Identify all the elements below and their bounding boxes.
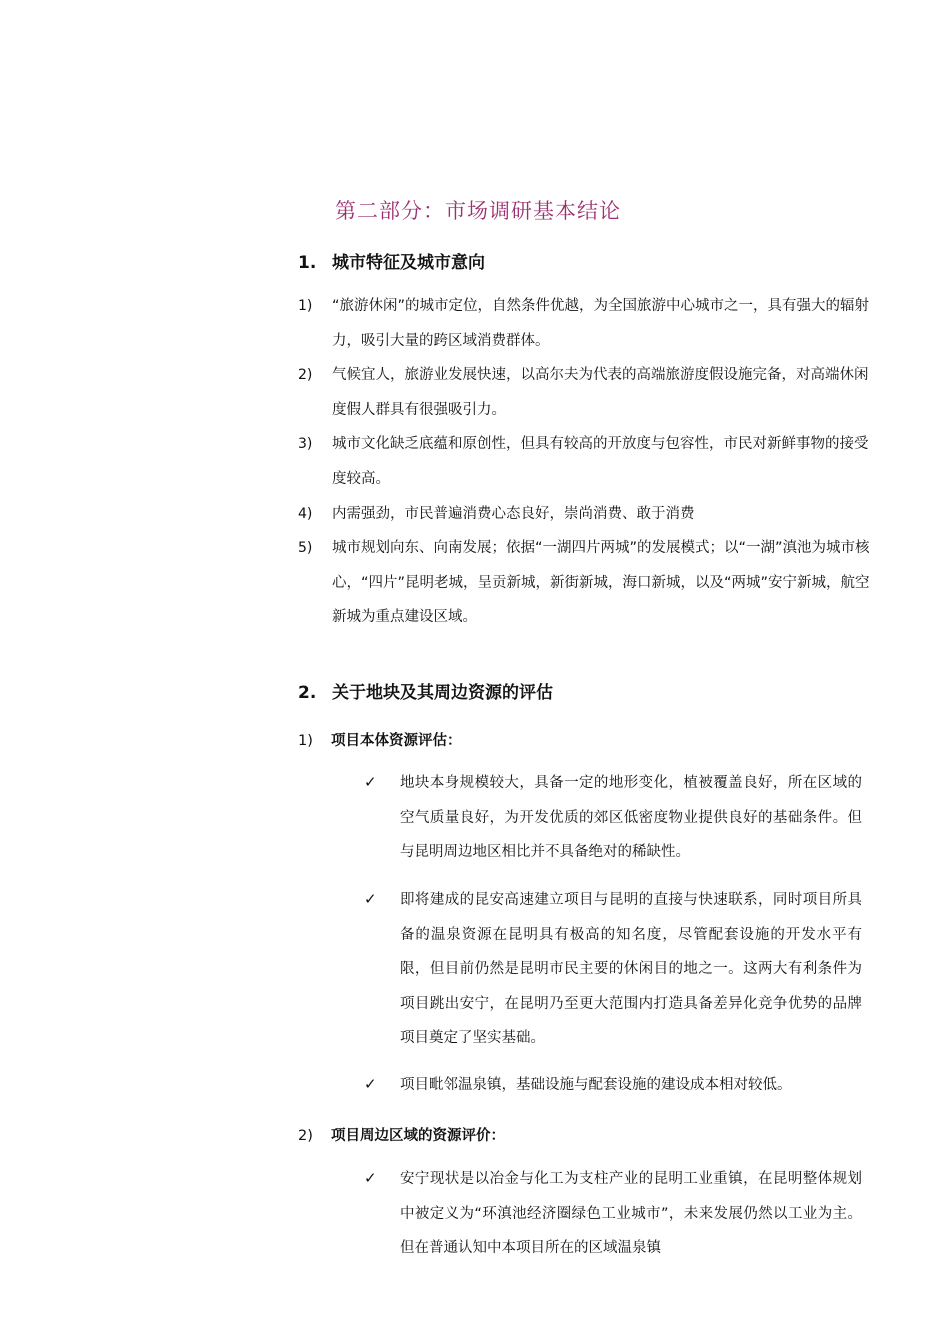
list-item-text: 气候宜人，旅游业发展快速，以高尔夫为代表的高端旅游度假设施完备，对高端休闲度假人群具有很强吸引力。 bbox=[332, 367, 869, 418]
checkmark-icon: ✓ bbox=[364, 890, 377, 908]
section-2-heading bbox=[298, 678, 553, 703]
list-item-text: 城市规划向东、向南发展；依据“一湖四片两城”的发展模式；以“一湖”滇池为城市核心，“四片”昆明老城，呈贡新城，新街新城，海口新城，以及“两城”安宁新城，航空新城为重点建设区域。 bbox=[332, 540, 870, 625]
bullet-item bbox=[364, 1077, 864, 1112]
list-item-number: 2) bbox=[298, 367, 313, 383]
list-item-number: 3) bbox=[298, 436, 313, 452]
section-1-title: 城市特征及城市意向 bbox=[332, 253, 485, 273]
section-2-number: 2. bbox=[298, 683, 317, 703]
subsection-heading bbox=[298, 1124, 505, 1145]
list-item bbox=[298, 298, 878, 367]
subsection-heading bbox=[298, 729, 462, 750]
list-item bbox=[298, 436, 878, 505]
bullet-item bbox=[364, 892, 864, 1065]
bullet-text: 地块本身规模较大，具备一定的地形变化，植被覆盖良好，所在区域的空气质量良好，为开发优质的郊区低密度物业提供良好的基础条件。但与昆明周边地区相比并不具备绝对的稀缺性。 bbox=[400, 775, 862, 860]
section-1-number: 1. bbox=[298, 253, 317, 273]
checkmark-icon: ✓ bbox=[364, 1169, 377, 1187]
bullet-text: 项目毗邻温泉镇，基础设施与配套设施的建设成本相对较低。 bbox=[400, 1077, 792, 1093]
section-1-heading bbox=[298, 248, 485, 273]
list-item-number: 5) bbox=[298, 540, 313, 556]
subsection-title: 项目本体资源评估： bbox=[331, 733, 462, 749]
list-item bbox=[298, 367, 878, 436]
checkmark-icon: ✓ bbox=[364, 1075, 377, 1093]
bullet-item bbox=[364, 775, 864, 879]
subsection-number: 2) bbox=[298, 1128, 313, 1144]
list-item-number: 1) bbox=[298, 298, 313, 314]
subsection-title: 项目周边区域的资源评价： bbox=[331, 1128, 505, 1144]
bullet-item bbox=[364, 1171, 864, 1275]
list-item-text: 城市文化缺乏底蕴和原创性，但具有较高的开放度与包容性，市民对新鲜事物的接受度较高。 bbox=[332, 436, 869, 487]
bullet-text: 即将建成的昆安高速建立项目与昆明的直接与快速联系，同时项目所具备的温泉资源在昆明具有极高的知名度，尽管配套设施的开发水平有限，但目前仍然是昆明市民主要的休闲目的地之一。这两大有利条件为项目跳出安宁，在昆明乃至更大范围内打造具备差异化竞争优势的品牌项目奠定了坚实基础。 bbox=[400, 892, 862, 1046]
list-item-text: “旅游休闲”的城市定位，自然条件优越，为全国旅游中心城市之一，具有强大的辐射力，吸引大量的跨区域消费群体。 bbox=[332, 298, 870, 349]
checkmark-icon: ✓ bbox=[364, 773, 377, 791]
subsection-number: 1) bbox=[298, 733, 313, 749]
list-item-text: 内需强劲，市民普遍消费心态良好，崇尚消费、敢于消费 bbox=[332, 506, 695, 522]
page-title: 第二部分：市场调研基本结论 bbox=[335, 199, 621, 223]
list-item bbox=[298, 540, 878, 644]
bullet-text: 安宁现状是以冶金与化工为支柱产业的昆明工业重镇，在昆明整体规划中被定义为“环滇池经济圈绿色工业城市”，未来发展仍然以工业为主。但在普通认知中本项目所在的区域温泉镇 bbox=[400, 1171, 862, 1256]
section-2-title: 关于地块及其周边资源的评估 bbox=[332, 683, 553, 703]
list-item-number: 4) bbox=[298, 506, 313, 522]
